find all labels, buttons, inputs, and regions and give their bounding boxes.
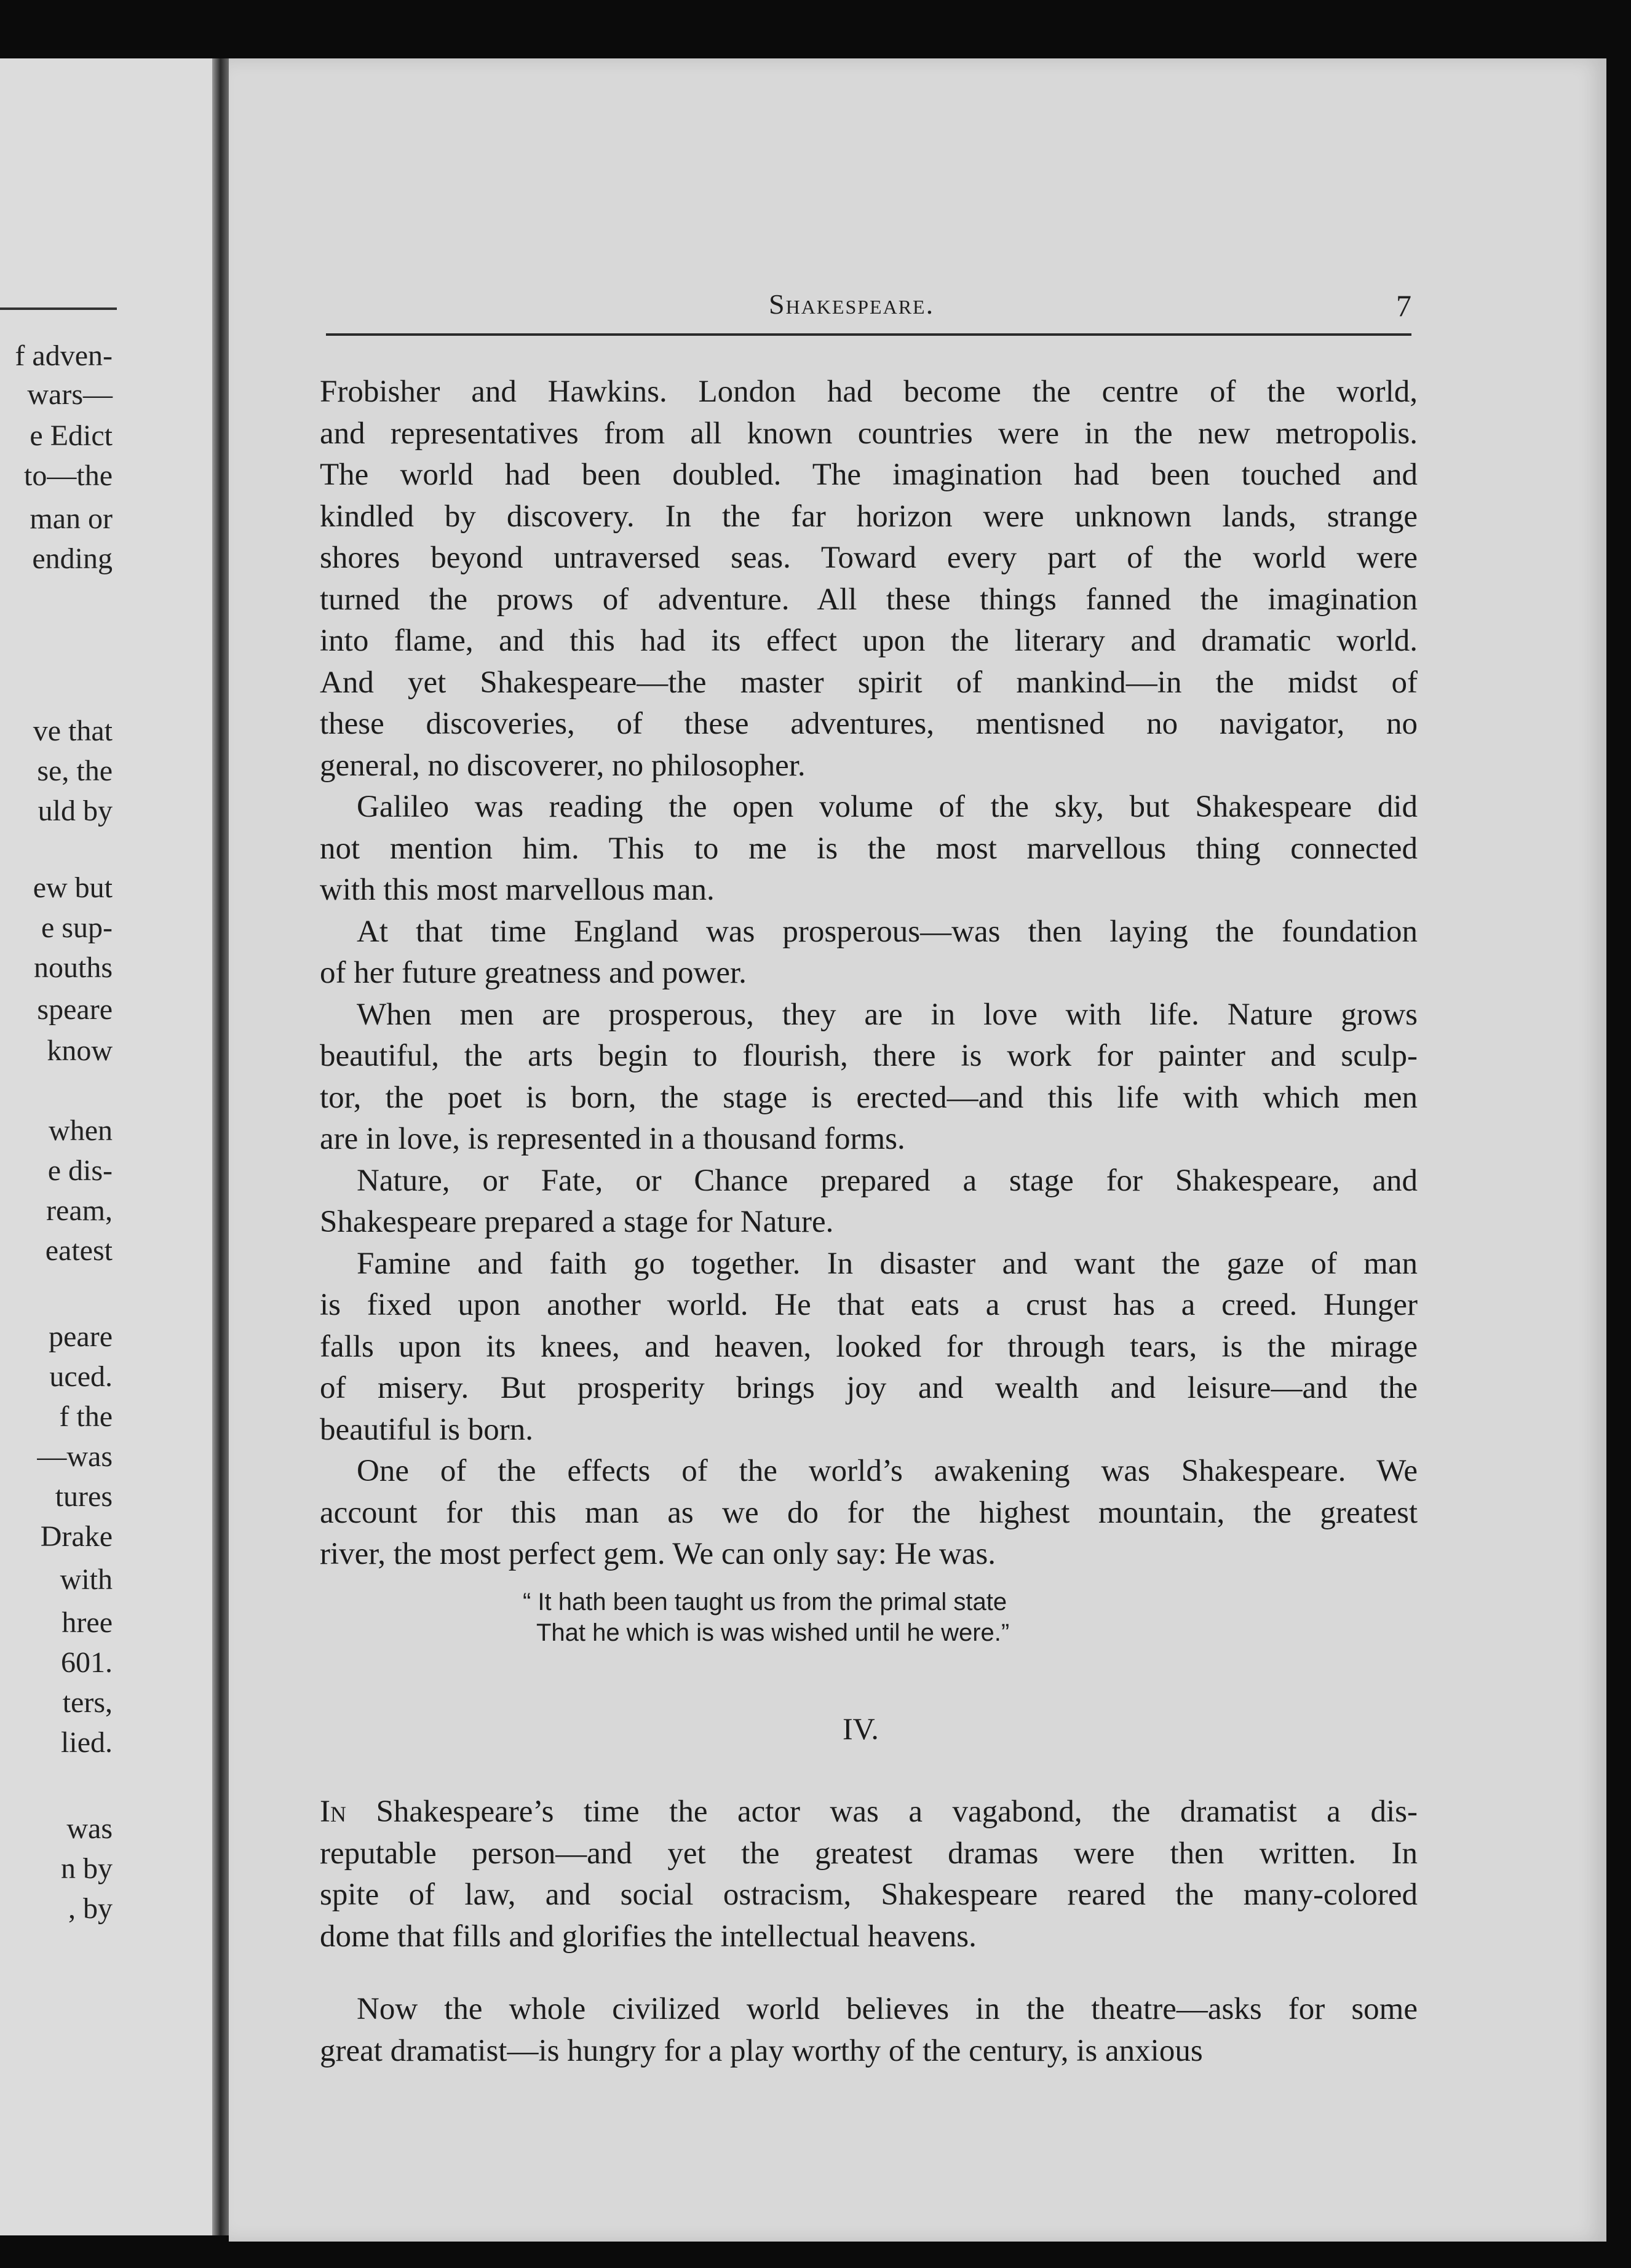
text-line: river, the most perfect gem. We can only say: He was. [320, 1537, 996, 1571]
text-line: Frobisher and Hawkins. London had become the centre of the world, [320, 375, 1418, 409]
text-line: dome that fills and glorifies the intellectual heavens. [320, 1919, 977, 1954]
text-line: One of the effects of the world’s awakening was Shakespeare. We [357, 1454, 1418, 1488]
left-page-text-fragment: —was [37, 1440, 113, 1473]
left-page-text-fragment: se, the [37, 755, 113, 787]
text-line: The world had been doubled. The imagination had been touched and [320, 458, 1418, 492]
paragraph [320, 1451, 1418, 1576]
left-page-text-fragment: hree [62, 1606, 113, 1639]
left-page-text-fragment: with [60, 1563, 113, 1596]
left-page-text-fragment: was [66, 1812, 113, 1845]
text-line: Galileo was reading the open volume of the sky, but Shakespeare did [357, 790, 1418, 824]
left-page-text-fragment: Drake [40, 1520, 113, 1553]
left-page-text-fragment: f adven- [15, 339, 113, 372]
text-line: are in love, is represented in a thousand forms. [320, 1122, 905, 1156]
paragraph [320, 911, 1418, 994]
paragraph [320, 994, 1418, 1160]
text-line: spite of law, and social ostracism, Shakespeare reared the many-colored [320, 1877, 1418, 1912]
left-page-text-fragment: speare [37, 993, 113, 1026]
quote-line: “ It hath been taught us from the primal state [523, 1588, 1007, 1616]
text-line: account for this man as we do for the highest mountain, the greatest [320, 1495, 1418, 1530]
text-line: shores beyond untraversed seas. Toward every part of the world were [320, 541, 1418, 575]
running-title: Shakespeare. [769, 288, 935, 320]
left-page-text-fragment: n by [61, 1852, 113, 1885]
left-page-text-fragment: 601. [61, 1646, 113, 1679]
left-page-rule [0, 307, 117, 310]
left-page-text-fragment: e dis- [47, 1154, 113, 1187]
left-page-text-fragment: peare [49, 1320, 113, 1353]
paragraph [320, 1243, 1418, 1451]
left-page-text-fragment: e sup- [41, 911, 113, 944]
book-gutter [212, 58, 231, 2235]
body-text-section-iv [320, 1760, 1418, 2103]
left-page-text-fragment: uced. [49, 1360, 113, 1393]
left-page-text-fragment: tures [55, 1480, 113, 1513]
left-page-text-fragment: nouths [33, 951, 113, 984]
left-page-fragment [0, 58, 220, 2235]
paragraph [320, 1160, 1418, 1243]
text-line: is fixed upon another world. He that eats a crust has a creed. Hunger [320, 1288, 1418, 1322]
text-line: At that time England was prosperous—was then laying the foundation [357, 914, 1418, 949]
text-line: great dramatist—is hungry for a play worthy of the century, is anxious [320, 2033, 1203, 2068]
left-page-text-fragment: lied. [61, 1726, 113, 1759]
left-page-text-fragment: when [49, 1114, 113, 1147]
left-page-text-fragment: ters, [62, 1686, 113, 1719]
page-number: 7 [1396, 288, 1411, 323]
verse-quotation [523, 1587, 1138, 1648]
paragraph [320, 1791, 1418, 1957]
left-page-text-fragment: , by [68, 1892, 113, 1925]
text-line: And yet Shakespeare—the master spirit of mankind—in the midst of [320, 665, 1418, 700]
page-header [326, 288, 1411, 337]
text-line: reputable person—and yet the greatest dramas were then written. In [320, 1836, 1418, 1871]
left-page-text-fragment: ream, [46, 1194, 113, 1227]
left-page-text-fragment: know [47, 1034, 113, 1067]
left-page-text-fragment: e Edict [30, 419, 113, 452]
text-line: When men are prosperous, they are in love with life. Nature grows [357, 997, 1418, 1032]
section-heading: IV. [843, 1711, 879, 1746]
left-page-text-fragment: f the [59, 1400, 113, 1433]
drop-word: In [320, 1794, 346, 1829]
text-line: general, no discoverer, no philosopher. [320, 748, 806, 783]
paragraph [320, 787, 1418, 911]
text-line: Shakespeare prepared a stage for Nature. [320, 1205, 834, 1239]
left-page-text-fragment: ending [32, 542, 113, 575]
left-page-text-fragment: man or [30, 502, 113, 535]
text-line: beautiful is born. [320, 1412, 534, 1447]
left-page-text-fragment: uld by [38, 795, 113, 827]
text-line: Now the whole civilized world believes in the theatre—asks for some [357, 1992, 1418, 2026]
text-line: beautiful, the arts begin to flourish, there is work for painter and sculp- [320, 1039, 1418, 1073]
paragraph [320, 371, 1418, 787]
quote-line: That he which is was wished until he were.” [536, 1619, 1010, 1646]
text-line: kindled by discovery. In the far horizon were unknown lands, strange [320, 499, 1418, 534]
text-line: these discoveries, of these adventures, mentisned no navigator, no [320, 707, 1418, 741]
text-line: and representatives from all known countries were in the new metropolis. [320, 416, 1418, 451]
body-text [320, 371, 1418, 1576]
text-line: tor, the poet is born, the stage is erected—and this life with which men [320, 1080, 1418, 1115]
left-page-text-fragment: wars— [27, 378, 113, 411]
left-page-text-fragment: to—the [24, 459, 113, 492]
paragraph [320, 1989, 1418, 2072]
header-rule [326, 333, 1411, 336]
left-page-text-fragment: eatest [45, 1234, 113, 1267]
text-line: Nature, or Fate, or Chance prepared a stage for Shakespeare, and [357, 1163, 1418, 1198]
text-line: Famine and faith go together. In disaster and want the gaze of man [357, 1246, 1418, 1281]
left-page-text-fragment: ve that [33, 715, 113, 747]
text-line: falls upon its knees, and heaven, looked for through tears, is the mirage [320, 1329, 1418, 1364]
left-page-text-fragment: ew but [33, 871, 113, 904]
text-line [320, 1791, 1418, 1833]
text-line: with this most marvellous man. [320, 873, 715, 907]
text-line: of her future greatness and power. [320, 956, 747, 990]
text-line: into flame, and this had its effect upon the literary and dramatic world. [320, 624, 1418, 658]
text-line: turned the prows of adventure. All these things fanned the imagination [320, 582, 1418, 617]
text-line: of misery. But prosperity brings joy and wealth and leisure—and the [320, 1371, 1418, 1405]
text-line-rest: Shakespeare’s time the actor was a vagabond, the dramatist a dis- [346, 1794, 1418, 1829]
text-line: not mention him. This to me is the most marvellous thing connected [320, 831, 1418, 866]
